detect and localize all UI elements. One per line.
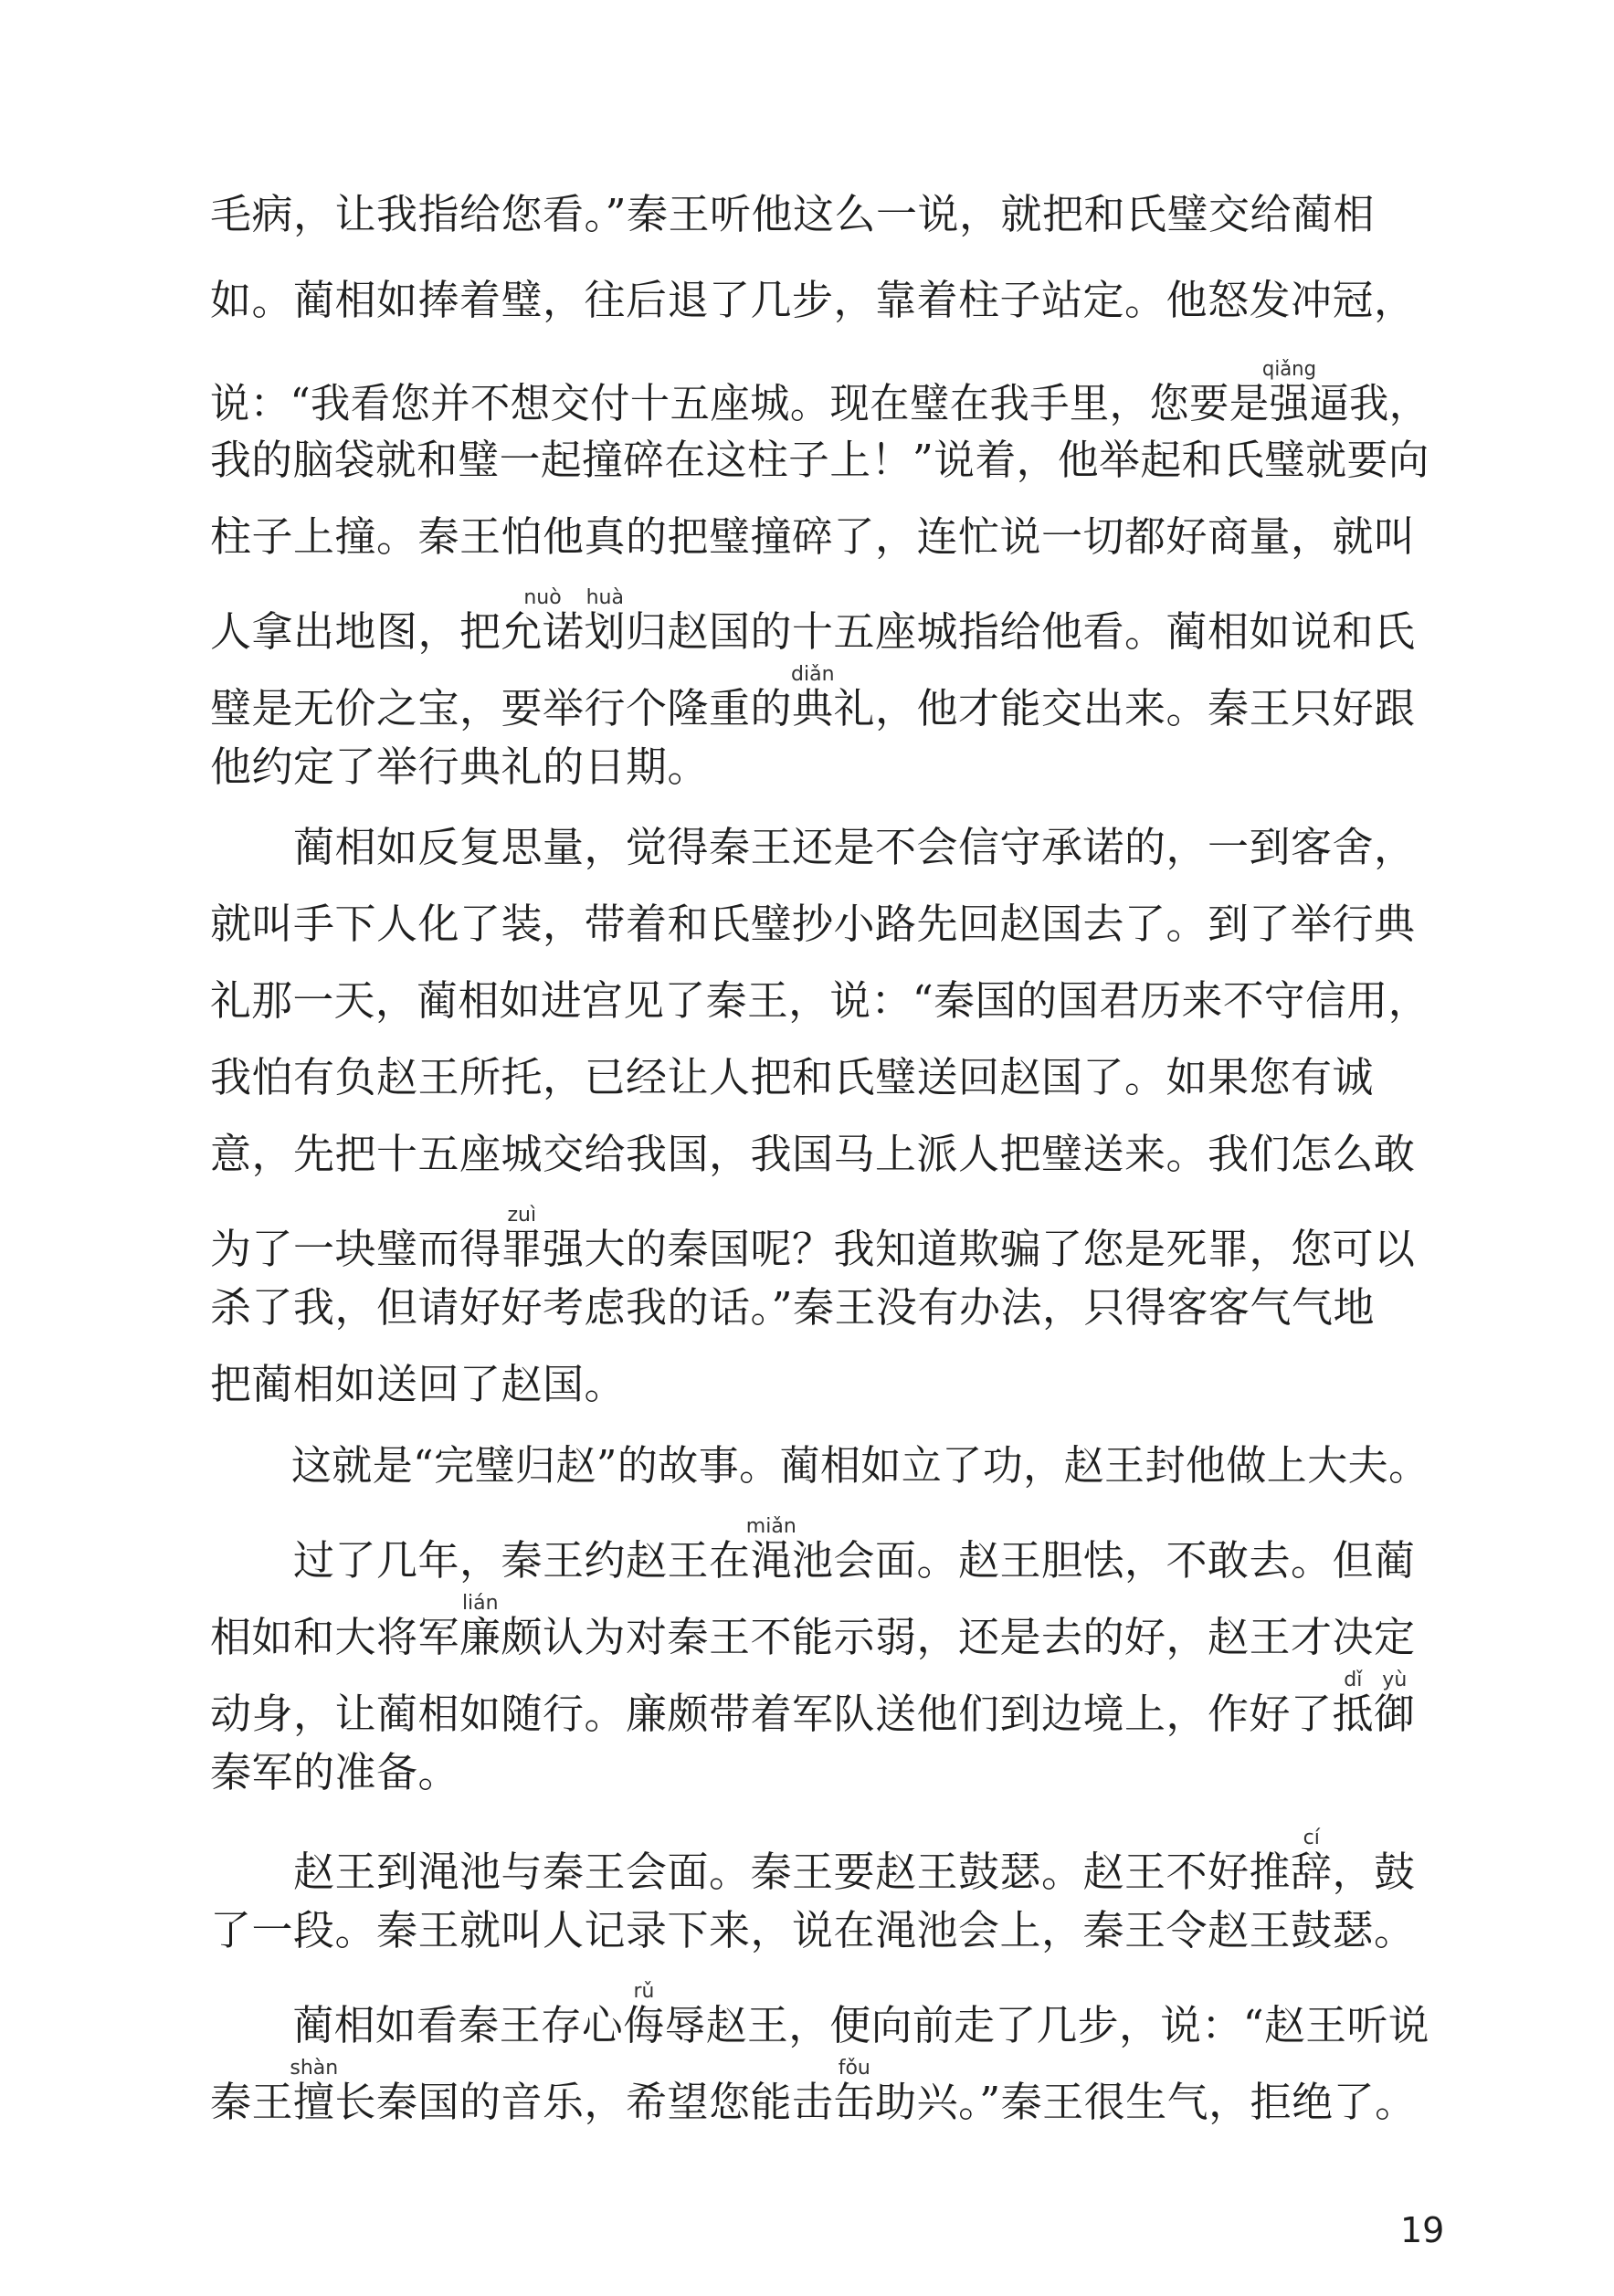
pinyin-annotated-char	[623, 1980, 665, 2049]
pinyin: yù	[1374, 1669, 1416, 1691]
text-line	[210, 1206, 1416, 1275]
pinyin: miǎn	[745, 1515, 796, 1538]
text-run: 秦王	[210, 2078, 294, 2126]
text-run: 逼我，	[1309, 379, 1429, 427]
text-run: 这就是“完璧归赵”的故事。蔺相如立了功，赵王封他做上大夫。	[210, 1441, 1429, 1490]
text-run: 动身，让蔺相如随行。廉颇带着军队送他们到边境上，作好了	[210, 1690, 1333, 1738]
text-run: 助兴。”秦王很生气，拒绝了。	[875, 2078, 1417, 2126]
pinyin: nuò	[501, 586, 585, 609]
pinyin-annotated-char	[584, 586, 627, 656]
annotated-char: 侮	[623, 2001, 665, 2049]
pinyin-annotated-char	[290, 2057, 339, 2126]
text-line	[210, 275, 1416, 326]
text-line	[210, 899, 1416, 950]
annotated-char: 划	[584, 607, 627, 656]
text-run: 蔺相如看秦王存心	[210, 2001, 624, 2049]
pinyin-annotated-char	[501, 1204, 543, 1273]
text-run: 如。蔺相如捧着璧，往后退了几步，靠着柱子站定。他怒发冲冠，	[210, 276, 1416, 324]
text-run: 杀了我，但请好好考虑我的话。”秦王没有办法，只得客客气气地	[210, 1283, 1376, 1332]
text-run: 辱赵王，便向前走了几步，说：“赵王听说	[664, 2001, 1429, 2049]
text-line	[210, 665, 1416, 734]
text-line	[210, 189, 1375, 240]
text-run: 就叫手下人化了装，带着和氏璧抄小路先回赵国去了。到了举行典	[210, 900, 1416, 948]
text-run: 毛病，让我指给您看。”秦王听他这么一说，就把和氏璧交给蔺相	[210, 190, 1376, 238]
text-line	[210, 1282, 1375, 1333]
text-line	[210, 1052, 1374, 1103]
text-line	[210, 1905, 1416, 1956]
text-line	[210, 822, 1416, 873]
text-run: 过了几年，秦王约赵王在	[210, 1536, 751, 1585]
text-line	[210, 1129, 1416, 1180]
text-run: 璧是无价之宝，要举行个隆重的	[210, 684, 793, 732]
text-line	[210, 1594, 1416, 1663]
text-run: 礼，他才能交出来。秦王只好跟	[833, 684, 1416, 732]
text-line	[210, 1440, 1429, 1491]
text-run: 他约定了举行典礼的日期。	[210, 743, 710, 791]
text-line	[210, 975, 1429, 1027]
pinyin: dǐ	[1332, 1669, 1375, 1691]
pinyin: rǔ	[623, 1980, 665, 2003]
text-run: 我怕有负赵王所托，已经让人把和氏璧送回赵国了。如果您有诚	[210, 1053, 1375, 1101]
text-line	[210, 742, 709, 793]
text-run: 我的脑袋就和璧一起撞碎在这柱子上！”说着，他举起和氏璧就要向	[210, 436, 1429, 484]
pinyin: zuì	[501, 1204, 543, 1227]
pinyin: huà	[584, 586, 627, 609]
text-run: 礼那一天，蔺相如进宫见了秦王，说：“秦国的国君历来不守信用，	[210, 976, 1429, 1025]
annotated-char: 强	[1261, 379, 1316, 427]
pinyin: fǒu	[833, 2057, 876, 2080]
pinyin: diǎn	[791, 663, 835, 686]
text-line	[210, 1359, 626, 1410]
text-line	[210, 360, 1429, 429]
pinyin-annotated-char	[791, 663, 835, 732]
text-run: 人拿出地图，把	[210, 607, 501, 656]
text-run: 秦军的准备。	[210, 1748, 460, 1796]
text-run: ，鼓	[1332, 1848, 1416, 1896]
text-line	[210, 1670, 1416, 1740]
text-run: 赵王到渑池与秦王会面。秦王要赵王鼓瑟。赵王不好推	[210, 1848, 1292, 1896]
text-line	[210, 588, 1416, 658]
annotated-char: 渑	[745, 1536, 796, 1585]
annotated-char: 抵	[1332, 1690, 1375, 1738]
pinyin-annotated-char	[501, 586, 585, 656]
text-run: 归赵国的十五座城指给他看。蔺相如说和氏	[626, 607, 1416, 656]
page-number: 19	[1400, 2210, 1445, 2250]
annotated-char: 辞	[1291, 1848, 1333, 1896]
pinyin-annotated-char	[745, 1515, 796, 1585]
text-line	[210, 2059, 1417, 2128]
text-run: 说：“我看您并不想交付十五座城。现在璧在我手里，您要是	[210, 379, 1270, 427]
text-run: 长秦国的音乐，希望您能击	[334, 2078, 834, 2126]
text-run: 意，先把十五座城交给我国，我国马上派人把璧送来。我们怎么敢	[210, 1130, 1416, 1178]
pinyin-annotated-char	[459, 1592, 501, 1661]
text-run: 相如和大将军	[210, 1613, 460, 1661]
annotated-char: 允诺	[501, 607, 585, 656]
text-line	[210, 435, 1429, 486]
pinyin: qiǎng	[1261, 358, 1317, 381]
annotated-char: 罪	[501, 1225, 543, 1273]
pinyin-annotated-char	[1332, 1669, 1375, 1738]
text-run: 蔺相如反复思量，觉得秦王还是不会信守承诺的，一到客舍，	[210, 823, 1416, 871]
text-run: 柱子上撞。秦王怕他真的把璧撞碎了，连忙说一切都好商量，就叫	[210, 512, 1416, 561]
annotated-char: 典	[791, 684, 835, 732]
text-line	[210, 511, 1416, 563]
text-run: 了一段。秦王就叫人记录下来，说在渑池会上，秦王令赵王鼓瑟。	[210, 1906, 1416, 1954]
text-run: 池会面。赵王胆怯，不敢去。但蔺	[792, 1536, 1416, 1585]
annotated-char: 擅	[290, 2078, 339, 2126]
pinyin: lián	[459, 1592, 501, 1615]
text-run: 把蔺相如送回了赵国。	[210, 1360, 627, 1408]
annotated-char: 御	[1374, 1690, 1416, 1738]
text-line	[210, 1982, 1429, 2051]
pinyin-annotated-char	[833, 2057, 876, 2126]
annotated-char: 缶	[833, 2078, 876, 2126]
annotated-char: 廉	[459, 1613, 501, 1661]
text-line	[210, 1828, 1416, 1898]
text-line	[210, 1517, 1416, 1586]
text-run: 颇认为对秦王不能示弱，还是去的好，赵王才决定	[501, 1613, 1416, 1661]
pinyin-annotated-char	[1291, 1827, 1333, 1896]
pinyin: shàn	[290, 2057, 339, 2080]
pinyin-annotated-char	[1374, 1669, 1416, 1738]
pinyin: cí	[1291, 1827, 1333, 1849]
text-run: 为了一块璧而得	[210, 1225, 501, 1273]
text-line	[210, 1747, 459, 1798]
pinyin-annotated-char	[1261, 358, 1317, 427]
text-run: 强大的秦国呢？我知道欺骗了您是死罪，您可以	[543, 1225, 1416, 1273]
